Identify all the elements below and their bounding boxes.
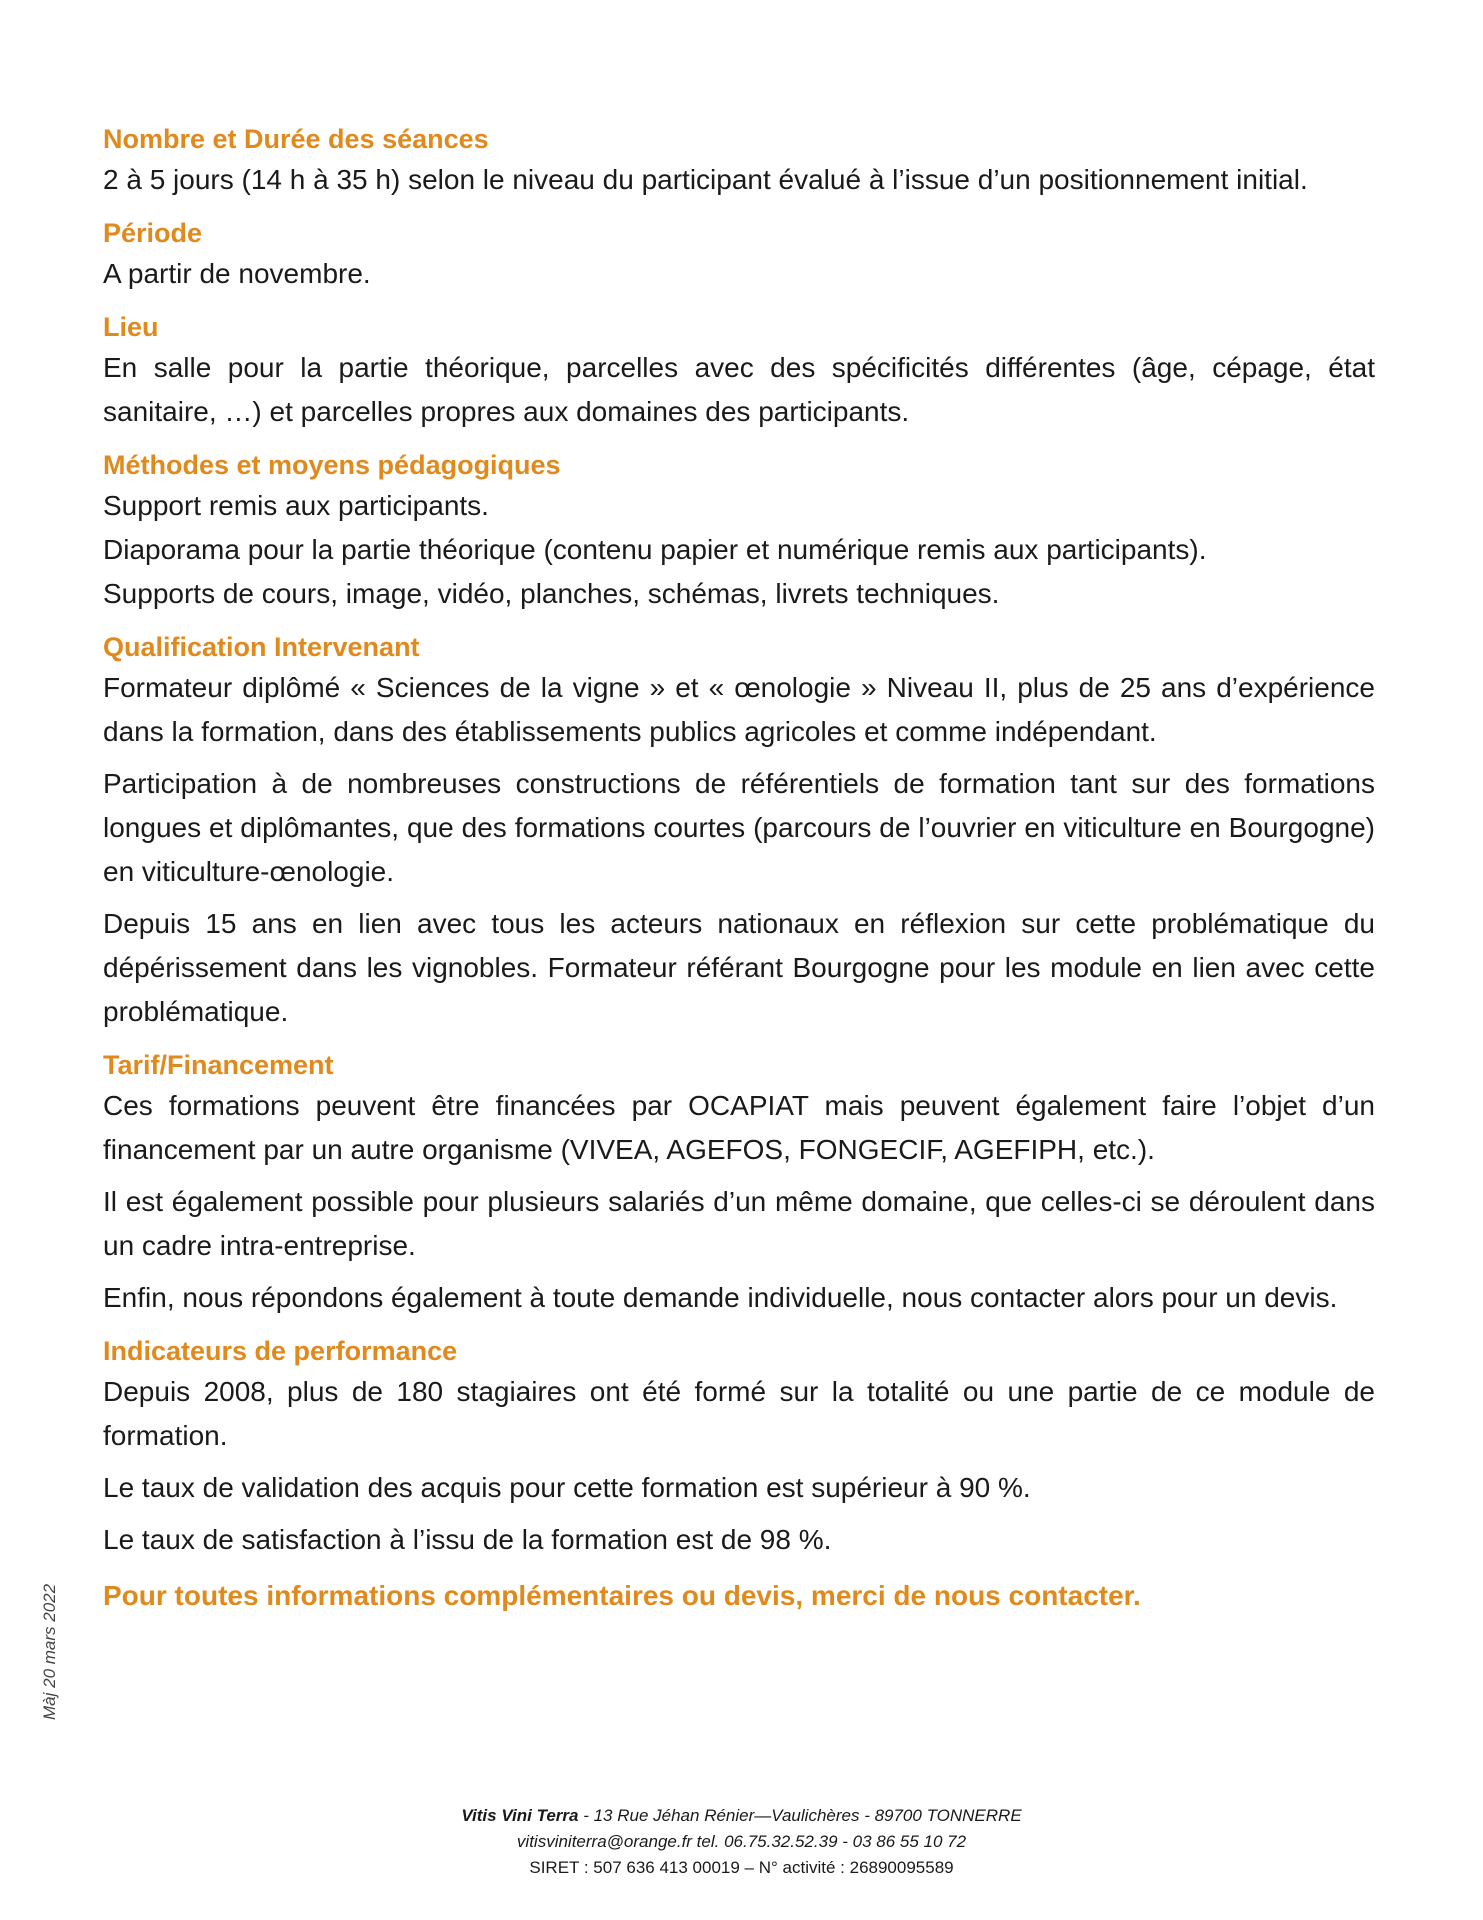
section-methodes — [103, 446, 1375, 616]
section-paragraph: Depuis 2008, plus de 180 stagiaires ont été formé sur la totalité ou une partie de ce module de formation. — [103, 1376, 1375, 1451]
section-paragraph: Depuis 15 ans en lien avec tous les acteurs nationaux en réflexion sur cette problématique du dépérissement dans les vignobles. Formateur référant Bourgogne pour les module en lien avec cette problématique. — [103, 908, 1375, 1027]
section-paragraph: Le taux de validation des acquis pour cette formation est supérieur à 90 %. — [103, 1472, 1031, 1503]
section-heading: Nombre et Durée des séances — [103, 124, 489, 154]
section-heading: Lieu — [103, 312, 159, 342]
section-indicateurs — [103, 1332, 1375, 1562]
document-body — [103, 120, 1375, 1616]
section-paragraph: Supports de cours, image, vidéo, planches, schémas, livrets techniques. — [103, 578, 1000, 609]
section-periode — [103, 214, 1375, 296]
section-heading: Indicateurs de performance — [103, 1336, 458, 1366]
section-paragraph: A partir de novembre. — [103, 258, 371, 289]
section-paragraph: En salle pour la partie théorique, parcelles avec des spécificités différentes (âge, cépage, état sanitaire, …) et parcelles propres aux domaines des participants. — [103, 352, 1375, 427]
footer-brand: Vitis Vini Terra — [461, 1806, 579, 1825]
contact-call-to-action: Pour toutes informations complémentaires ou devis, merci de nous contacter. — [103, 1580, 1141, 1611]
update-date: Màj 20 mars 2022 — [40, 1583, 59, 1720]
section-paragraph: Formateur diplômé « Sciences de la vigne » et « œnologie » Niveau II, plus de 25 ans d’expérience dans la formation, dans des établissements publics agricoles et comme indépendant. — [103, 672, 1375, 747]
section-tarif — [103, 1046, 1375, 1320]
section-heading: Qualification Intervenant — [103, 632, 420, 662]
footer-address: - 13 Rue Jéhan Rénier—Vaulichères - 89700 TONNERRE — [578, 1806, 1022, 1825]
footer-siret: SIRET : 507 636 413 00019 – N° activité : 26890095589 — [529, 1858, 954, 1877]
section-paragraph: Ces formations peuvent être financées par OCAPIAT mais peuvent également faire l’objet d’un financement par un autre organisme (VIVEA, AGEFOS, FONGECIF, AGEFIPH, etc.). — [103, 1090, 1375, 1165]
section-heading: Tarif/Financement — [103, 1050, 334, 1080]
footer-contact: vitisviniterra@orange.fr tel. 06.75.32.52.39 - 03 86 55 10 72 — [516, 1832, 967, 1851]
section-paragraph: Enfin, nous répondons également à toute demande individuelle, nous contacter alors pour un devis. — [103, 1282, 1338, 1313]
section-heading: Période — [103, 218, 203, 248]
section-paragraph: Participation à de nombreuses constructions de référentiels de formation tant sur des formations longues et diplômantes, que des formations courtes (parcours de l’ouvrier en viticulture en Bourgogne) en viticulture-œnologie. — [103, 768, 1375, 887]
footer-address-line — [0, 1803, 1483, 1829]
section-lieu — [103, 308, 1375, 434]
section-paragraph: Support remis aux participants. — [103, 490, 489, 521]
section-heading: Méthodes et moyens pédagogiques — [103, 450, 561, 480]
section-paragraph: 2 à 5 jours (14 h à 35 h) selon le niveau du participant évalué à l’issue d’un positionnement initial. — [103, 164, 1308, 195]
section-paragraph: Il est également possible pour plusieurs salariés d’un même domaine, que celles-ci se déroulent dans un cadre intra-entreprise. — [103, 1186, 1375, 1261]
section-qualification — [103, 628, 1375, 1034]
page-footer — [0, 1803, 1483, 1881]
section-paragraph: Diaporama pour la partie théorique (contenu papier et numérique remis aux participants). — [103, 534, 1207, 565]
section-paragraph: Le taux de satisfaction à l’issu de la formation est de 98 %. — [103, 1524, 832, 1555]
section-duree — [103, 120, 1375, 202]
